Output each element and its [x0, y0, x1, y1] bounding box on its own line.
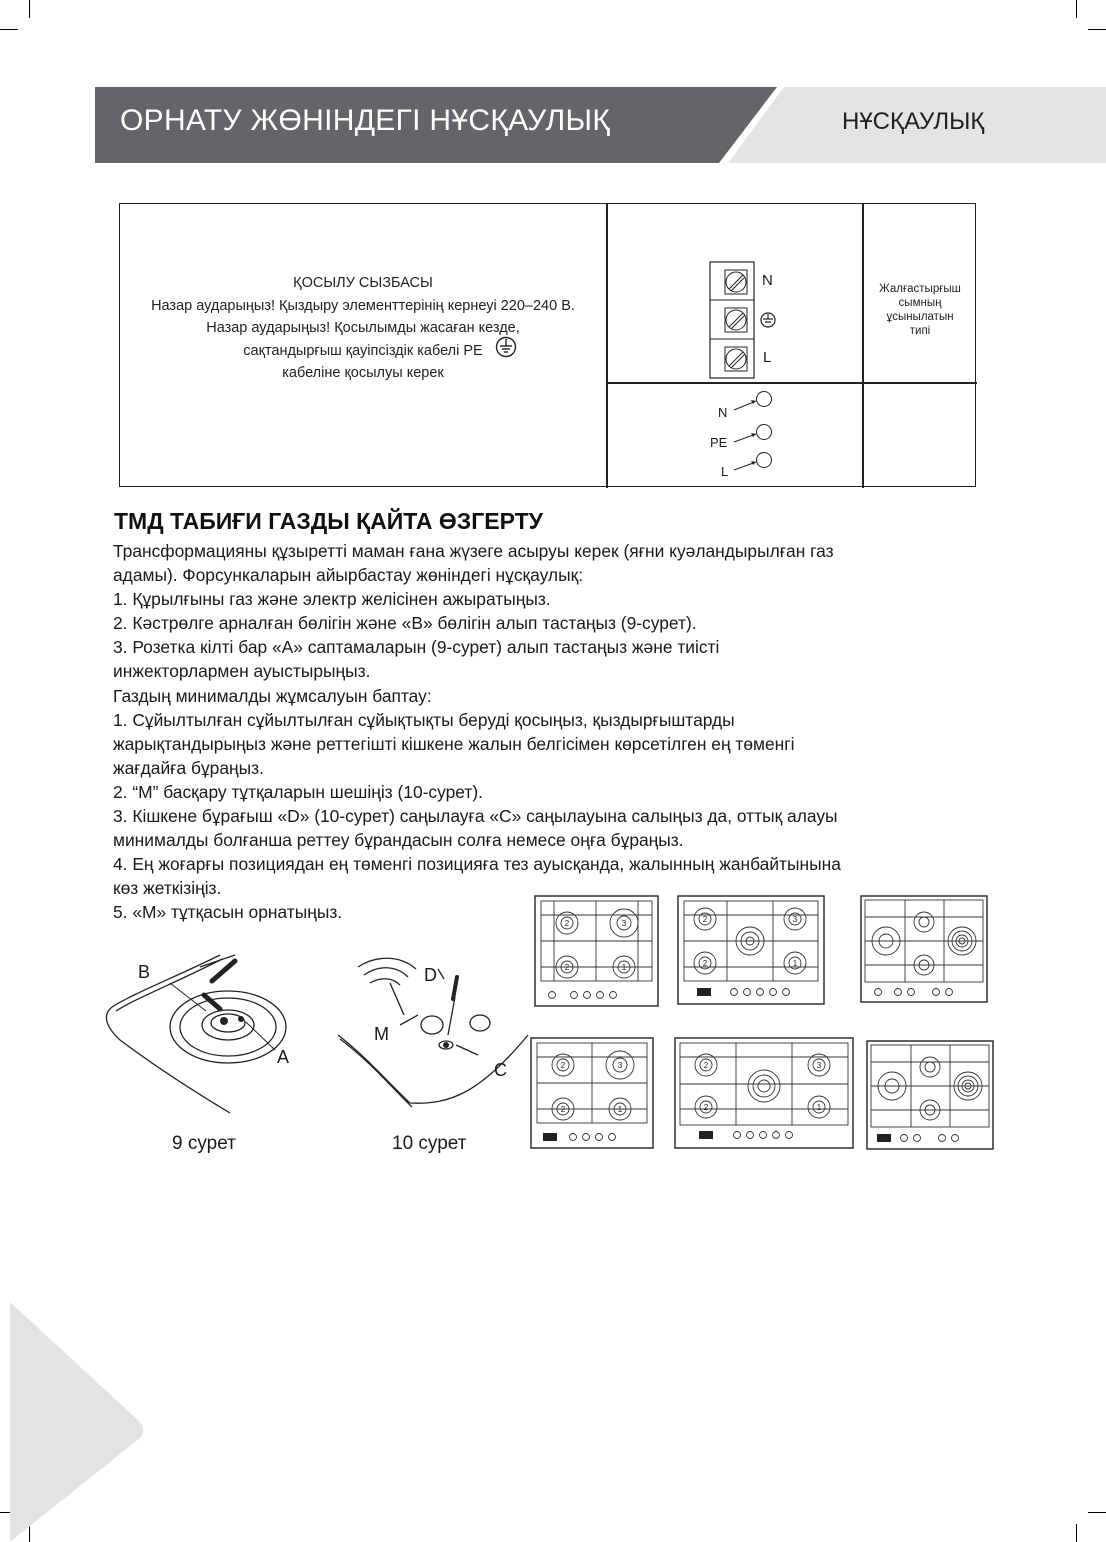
body-line: инжекторлармен ауыстырыңыз.	[113, 661, 371, 682]
body-line: 4. Ең жоғарғы позициядан ең төменгі позицияға тез ауысқанда, жалынның жанбайтынына	[113, 854, 841, 875]
control-panel-icon	[699, 1131, 713, 1139]
burner-number: 2	[560, 1061, 566, 1070]
body-line: Газдың минималды жұмсалуын баптау:	[113, 685, 432, 706]
wire-label-l: L	[721, 464, 729, 479]
fig10-label-d: D	[424, 965, 437, 985]
connector-type-line: сымның	[898, 297, 942, 309]
crop-mark	[0, 29, 18, 30]
diagram-cable-line: кабеліне қосылуы керек	[282, 365, 444, 381]
connector-type-line: Жалғастырғыш	[879, 283, 961, 295]
control-panel-icon	[697, 988, 711, 996]
burner-number: 1	[621, 963, 627, 972]
connector-type-line: типі	[909, 325, 931, 337]
diagram-warning-connection: Назар аударыңыз! Қосылымды жасаған кезде,	[206, 320, 520, 336]
hob-model	[860, 895, 988, 1003]
body-line: 3. Кішкене бұрағыш «D» (10-сурет) саңылауға «С» саңылауына салыңыз да, оттық алауы	[113, 806, 838, 827]
wire-label-pe: PE	[710, 435, 728, 450]
burner-number: 2	[702, 915, 708, 924]
figure-10-caption: 10 сурет	[392, 1133, 467, 1154]
table-divider	[606, 382, 977, 384]
connector-type-line: ұсынылатын	[886, 311, 954, 323]
section-tab-label: НҰСҚАУЛЫҚ	[842, 108, 985, 135]
burner-number: 3	[792, 915, 798, 924]
terminal-label-n: N	[762, 272, 773, 289]
body-line: адамы). Форсункаларын айырбастау жөніндегі нұсқаулық:	[113, 565, 584, 586]
crop-mark	[29, 0, 30, 18]
connector-type-text	[868, 282, 972, 338]
diagram-pe-line	[125, 340, 601, 363]
wiring-diagram-text	[125, 272, 601, 385]
fig9-label-b: B	[138, 962, 151, 982]
hob-model	[674, 1037, 854, 1149]
section-heading: ТМД ТАБИҒИ ГАЗДЫ ҚАЙТА ӨЗГЕРТУ	[114, 508, 543, 534]
table-divider	[606, 204, 608, 488]
hob-model	[677, 895, 825, 1005]
figure-9-caption: 9 сурет	[172, 1133, 236, 1154]
burner-number: 2	[564, 963, 570, 972]
burner-number: 3	[816, 1061, 822, 1070]
figure-9-illustration	[100, 945, 310, 1125]
terminal-label-l: L	[763, 349, 772, 366]
control-panel-icon	[543, 1133, 557, 1141]
burner-number: 2	[703, 1103, 709, 1112]
body-line: көз жеткізіңіз.	[113, 878, 222, 899]
body-line: Трансформацияны құзыретті маман ғана жүзеге асыруы керек (яғни куәландырылған газ	[113, 541, 834, 561]
ground-icon	[761, 313, 775, 327]
burner-number: 2	[702, 959, 708, 968]
ground-icon	[495, 336, 517, 358]
body-line: 2. “M” басқару тұтқаларын шешіңіз (10-сурет).	[113, 781, 483, 802]
hob-model	[530, 1037, 654, 1149]
burner-number: 1	[617, 1105, 623, 1114]
burner-number: 1	[816, 1103, 822, 1112]
diagram-warning-voltage: Назар аударыңыз! Қыздыру элементтерінің кернеуі 220–240 В.	[151, 297, 575, 314]
diagram-pe-text: сақтандырғыш қауіпсіздік кабелі PE	[243, 342, 483, 359]
burner-number: 2	[703, 1061, 709, 1070]
hob-model	[866, 1040, 994, 1150]
body-line: 3. Розетка кілті бар «А» саптамаларын (9-сурет) алып тастаңыз және тиісті	[113, 637, 720, 658]
body-line: 1. Сұйылтылған сұйылтылған сұйықтықты беруді қосыңыз, қыздырғыштарды	[113, 709, 735, 730]
crop-mark	[1088, 1512, 1106, 1513]
fig10-label-c: C	[494, 1060, 507, 1080]
burner-number: 3	[617, 1061, 623, 1070]
burner-number: 3	[621, 919, 627, 928]
control-panel-icon	[877, 1134, 891, 1142]
body-line: минималды болғанша реттеу бұрандасын солға немесе оңға бұраңыз.	[113, 830, 684, 851]
fig9-label-a: A	[277, 1047, 290, 1067]
corner-decoration	[0, 1302, 150, 1542]
diagram-title: ҚОСЫЛУ СЫЗБАСЫ	[293, 275, 433, 291]
wire-label-n: N	[718, 405, 728, 420]
body-line: 1. Құрылғыны газ және электр желісінен ажыратыңыз.	[113, 589, 551, 610]
body-line: 5. «М» тұтқасын орнатыңыз.	[113, 902, 343, 923]
fig10-label-m: M	[374, 1024, 389, 1044]
crop-mark	[1076, 1524, 1077, 1542]
burner-number: 1	[792, 959, 798, 968]
body-line: 2. Кәстрөлге арналған бөлігін және «В» бөлігін алып тастаңыз (9-сурет).	[113, 613, 697, 634]
body-line: жағдайға бұраңыз.	[113, 757, 264, 778]
crop-mark	[1088, 29, 1106, 30]
burner-number: 2	[560, 1105, 566, 1114]
hob-model	[534, 895, 659, 1007]
body-line: жарықтандырыңыз және реттегішті кішкене жалын белгісімен көрсетілген ең төменгі	[113, 733, 795, 754]
table-divider	[862, 204, 864, 488]
terminal-block	[700, 258, 800, 382]
page-title: ОРНАТУ ЖӨНІНДЕГІ НҰСҚАУЛЫҚ	[120, 104, 611, 137]
crop-mark	[1076, 0, 1077, 18]
burner-number: 2	[564, 919, 570, 928]
instructions-body	[113, 539, 973, 925]
